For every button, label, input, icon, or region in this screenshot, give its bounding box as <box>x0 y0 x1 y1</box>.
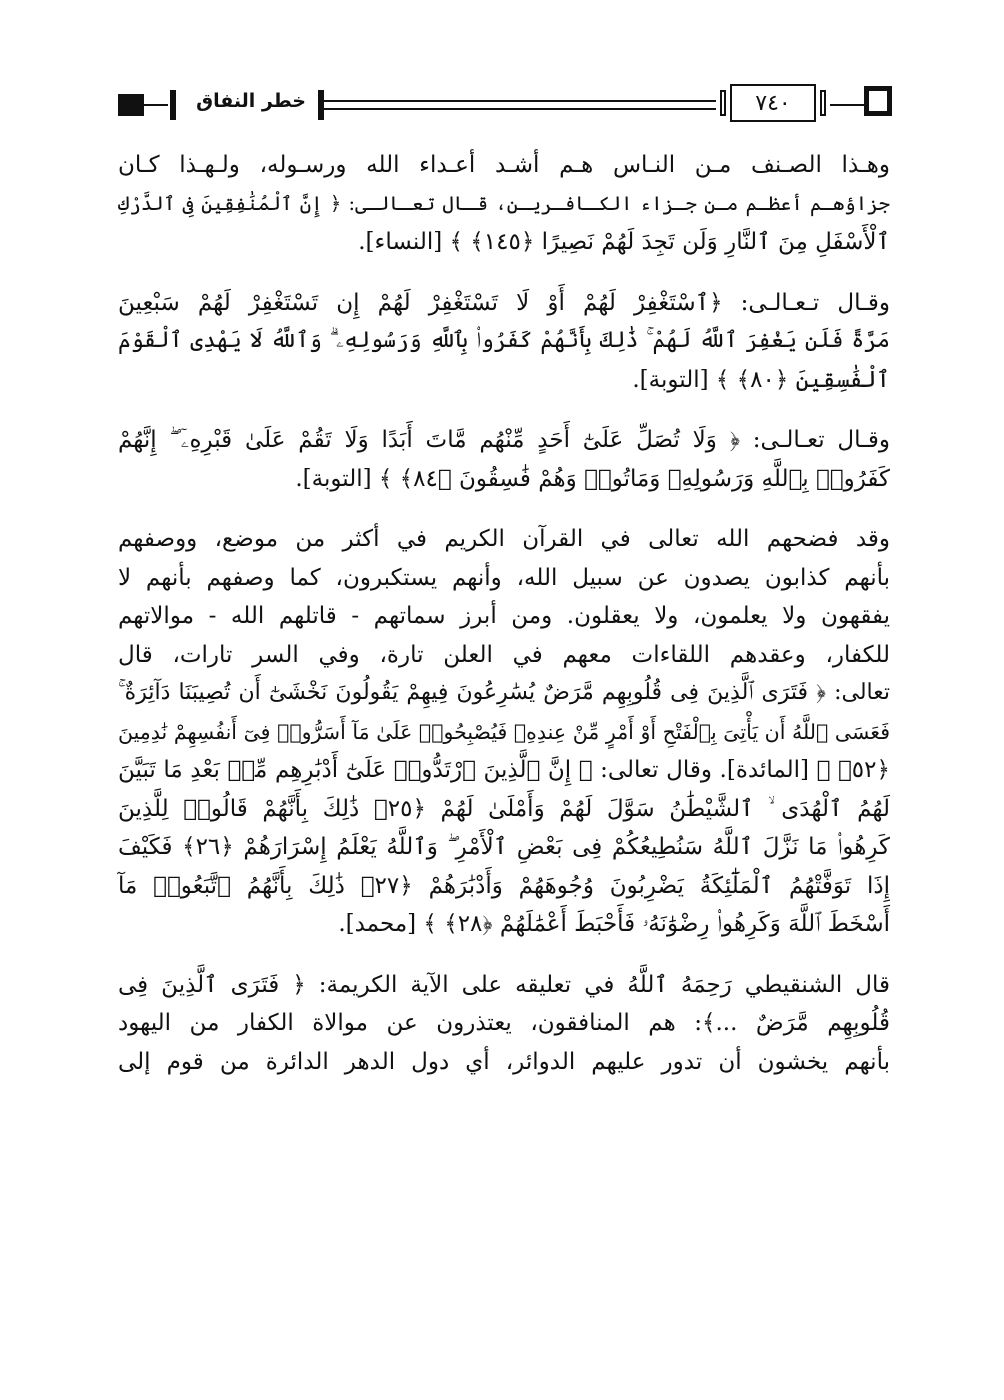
text-line: ٱلْفَٰسِقِينَ ﴿٨٠﴾ ﴾ [التوبة]. <box>632 366 890 393</box>
paragraph <box>118 966 890 1082</box>
header-rule <box>324 100 716 102</box>
text-line: للكفار، وعقدهم اللقاءات معهم في العلن تارة، وفي السر تارات، قال <box>118 641 890 668</box>
text-line: تعالى: ﴿ فَتَرَى ٱلَّذِينَ فِى قُلُوبِهِم مَّرَضٌ يُسَٰرِعُونَ فِيهِمْ يَقُولُونَ نَخْشَىٰٓ أَن تُصِيبَنَا دَآئِرَةٌ ۚ <box>118 680 890 705</box>
header-line-left <box>144 104 168 106</box>
text-line: قُلُوبِهِم مَّرَضٌ ...﴾: هم المنافقون، يعتذرون عن موالاة الكفار من اليهود <box>118 1010 890 1036</box>
text-line: وقد فضحهم الله تعالى في القرآن الكريم في أكثر من موضع، ووصفهم <box>118 526 890 552</box>
corner-square-ornament <box>864 86 892 116</box>
paragraph <box>118 520 890 944</box>
paragraph <box>118 284 890 400</box>
page-header <box>0 0 1004 140</box>
text-line: ٱلْأَسْفَلِ مِنَ ٱلنَّارِ وَلَن تَجِدَ لَهُمْ نَصِيرًا ﴿١٤٥﴾ ﴾ [النساء]. <box>358 229 890 255</box>
text-line: كَرِهُوا۟ مَا نَزَّلَ ٱللَّهُ سَنُطِيعُكُمْ فِى بَعْضِ ٱلْأَمْرِ ۖ وَٱللَّهُ يَعْلَمُ إِسْرَارَهُمْ ﴿٢٦﴾ فَكَيْفَ <box>118 834 891 860</box>
text-line: مَرَّةً فَلَن يَغْفِرَ ٱللَّهُ لَهُمْ ۚ ذَٰلِكَ بِأَنَّهُمْ كَفَرُوا۟ بِٱللَّهِ وَرَسُولِهِۦ ۗ وَٱللَّهُ لَا يَهْدِى ٱلْقَوْمَ <box>118 328 890 353</box>
text-line: قال الشنقيطي رَحِمَهُ ٱللَّهُ في تعليقه على الآية الكريمة: ﴿ فَتَرَى ٱلَّذِينَ فِى <box>118 971 890 998</box>
running-title: خطر النفاق <box>196 90 306 112</box>
text-line: وهـذا الصـنف مـن النـاس هـم أشـد أعـداء الله ورسـوله، ولـهـذا كـان <box>118 152 890 178</box>
page-number: ٧٤٠ <box>755 90 791 116</box>
header-left-bar <box>118 94 144 116</box>
text-line: أَسْخَطَ ٱللَّهَ وَكَرِهُوا۟ رِضْوَٰنَهُۥ فَأَحْبَطَ أَعْمَٰلَهُمْ ﴿٢٨﴾ ﴾ [محمد]. <box>338 911 890 937</box>
text-line: بأنهم كذابون يصدون عن سبيل الله، وأنهم يستكبرون، كما وصفهم بأنهم لا <box>118 564 890 591</box>
text-line: وقـال تعـالـى: ﴿ وَلَا تُصَلِّ عَلَىٰٓ أَحَدٍ مِّنْهُم مَّاتَ أَبَدًا وَلَا تَقُمْ عَلَىٰ قَبْرِهِۦٓ ۖ إِنَّهُمْ <box>118 427 890 453</box>
text-line: جزاؤهـم أعظـم مـن جـزاء الكـافـريـن، قـال تعـالـى: ﴿ إِنَّ ٱلْمُنَٰفِقِينَ فِى ٱلدَّرْكِ <box>118 191 890 215</box>
text-line: ﴿٥٢﴾ ﴾ [المائدة]. وقال تعالى: ﴿ إِنَّ ٱلَّذِينَ ٱرْتَدُّوا۟ عَلَىٰٓ أَدْبَٰرِهِم مِّنۢ بَعْدِ مَا تَبَيَّنَ <box>118 757 890 783</box>
text-line: لَهُمُ ٱلْهُدَى ۙ ٱلشَّيْطَٰنُ سَوَّلَ لَهُمْ وَأَمْلَىٰ لَهُمْ ﴿٢٥﴾ ذَٰلِكَ بِأَنَّهُمْ قَالُوا۟ لِلَّذِينَ <box>118 795 890 822</box>
page-body <box>118 146 890 1103</box>
text-line: فَعَسَى ٱللَّهُ أَن يَأْتِىَ بِٱلْفَتْحِ أَوْ أَمْرٍ مِّنْ عِندِهِۦ فَيُصْبِحُوا۟ عَلَىٰ مَآ أَسَرُّوا۟ فِىٓ أَنفُسِهِمْ نَٰدِمِينَ <box>118 719 890 744</box>
page-number-frame <box>730 84 816 122</box>
text-line: كَفَرُوا۟ بِٱللَّهِ وَرَسُولِهِۦ وَمَاتُوا۟ وَهُمْ فَٰسِقُونَ ﴿٨٤﴾ ﴾ [التوبة]. <box>295 465 890 492</box>
header-rule <box>324 108 716 110</box>
header-divider <box>318 90 324 120</box>
paragraph <box>118 146 890 262</box>
text-line: إِذَا تَوَفَّتْهُمُ ٱلْمَلَٰٓئِكَةُ يَضْرِبُونَ وُجُوهَهُمْ وَأَدْبَٰرَهُمْ ﴿٢٧﴾ ذَٰلِكَ بِأَنَّهُمُ ٱتَّبَعُوا۟ مَآ <box>118 872 890 899</box>
text-line: يفقهون ولا يعلمون، ولا يعقلون. ومن أبرز سماتهم - قاتلهم الله - موالاتهم <box>118 603 890 629</box>
header-divider <box>170 90 176 120</box>
paragraph <box>118 421 890 498</box>
header-rule <box>830 104 864 106</box>
text-line: بأنهم يخشون أن تدور عليهم الدوائر، أي دول الدهر الدائرة من قوم إلى <box>118 1048 890 1075</box>
text-line: وقـال تـعـالـى: ﴿ٱسْتَغْفِرْ لَهُمْ أَوْ لَا تَسْتَغْفِرْ لَهُمْ إِن تَسْتَغْفِرْ لَهُمْ سَبْعِينَ <box>118 289 890 316</box>
